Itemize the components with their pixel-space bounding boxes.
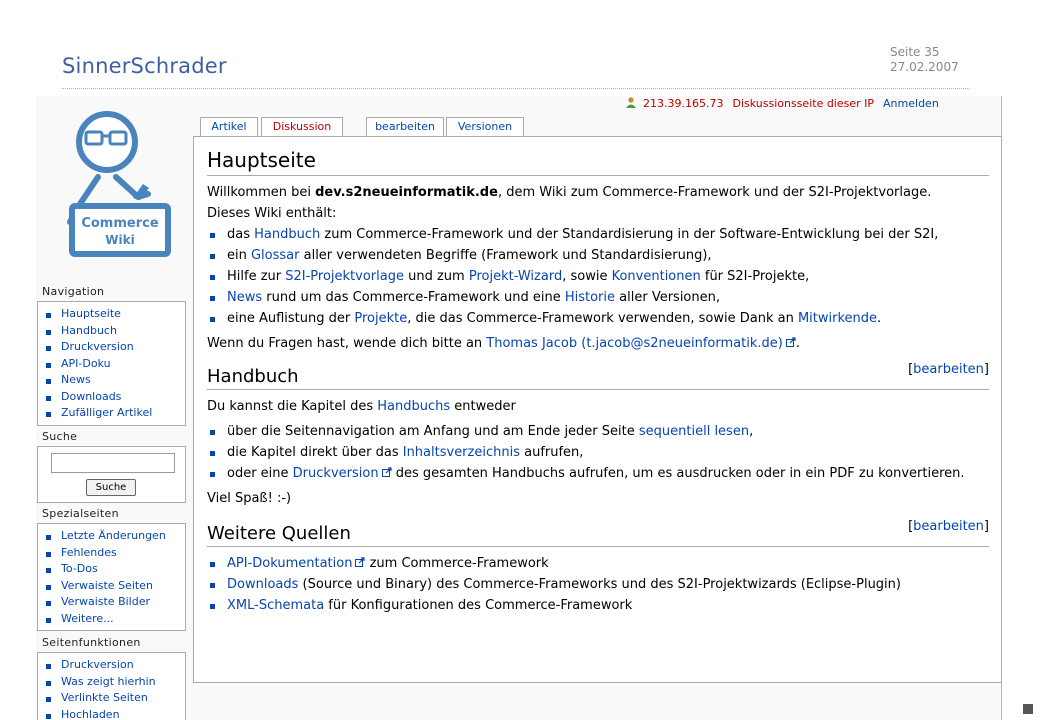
- link-druckversion[interactable]: Druckversion: [292, 466, 379, 481]
- list-item: Hilfe zur S2I-Projektvorlage und zum Projekt-Wizard, sowie Konventionen für S2I-Projekte,: [207, 266, 989, 287]
- header-divider: [62, 88, 970, 89]
- nav-item-downloads[interactable]: Downloads: [38, 389, 185, 406]
- nav-item-news[interactable]: News: [38, 372, 185, 389]
- tab-edit[interactable]: bearbeiten: [366, 117, 444, 136]
- link-handbuch[interactable]: Handbuch: [254, 227, 321, 242]
- search-heading: Suche: [42, 430, 78, 443]
- link-projekte[interactable]: Projekte: [354, 311, 408, 326]
- list-item: Downloads (Source und Binary) des Commerce-Frameworks und des S2I-Projektwizards (Eclipse-Plugin): [207, 574, 989, 595]
- navigation-heading: Navigation: [42, 285, 105, 298]
- link-sequentiell-lesen[interactable]: sequentiell lesen: [638, 424, 750, 439]
- wiki-domain: dev.s2neueinformatik.de: [315, 185, 498, 200]
- list-item: News rund um das Commerce-Framework und eine Historie aller Versionen,: [207, 287, 989, 308]
- link-glossar[interactable]: Glossar: [250, 248, 300, 263]
- special-pages-portlet: [36, 507, 186, 631]
- tab-article[interactable]: Artikel: [200, 117, 258, 137]
- special-pages-heading: Spezialseiten: [42, 507, 119, 520]
- tab-discussion[interactable]: Diskussion: [261, 117, 343, 136]
- logo-text-line-1: Commerce: [81, 216, 159, 231]
- commerce-wiki-logo[interactable]: [48, 102, 188, 262]
- list-item: eine Auflistung der Projekte, die das Commerce-Framework verwenden, sowie Dank an Mitwirkende.: [207, 308, 989, 329]
- nav-item-druckversion[interactable]: Druckversion: [38, 339, 185, 356]
- tools-item-print[interactable]: Druckversion: [38, 657, 185, 674]
- slide-page-number: Seite 35: [890, 45, 940, 59]
- external-link-icon: [382, 467, 392, 477]
- link-handbuchs[interactable]: Handbuchs: [377, 399, 451, 414]
- contents-list: [207, 224, 989, 329]
- section-heading-quellen: Weitere Quellen [bearbeiten]: [207, 521, 989, 547]
- link-contact-email[interactable]: Thomas Jacob (t.jacob@s2neueinformatik.de): [486, 336, 783, 351]
- search-portlet: [36, 430, 186, 503]
- contact-paragraph: Wenn du Fragen hast, wende dich bitte an Thomas Jacob (t.jacob@s2neueinformatik.de) .: [207, 336, 800, 351]
- link-mitwirkende[interactable]: Mitwirkende: [797, 311, 878, 326]
- link-inhaltsverzeichnis[interactable]: Inhaltsverzeichnis: [402, 445, 520, 460]
- special-item-recent-changes[interactable]: Letzte Änderungen: [38, 528, 185, 545]
- tools-item-upload[interactable]: Hochladen: [38, 707, 185, 720]
- special-item-todos[interactable]: To-Dos: [38, 561, 185, 578]
- ip-link[interactable]: 213.39.165.73: [643, 97, 724, 110]
- list-item: XML-Schemata für Konfigurationen des Commerce-Framework: [207, 595, 989, 616]
- content-area: [193, 136, 1002, 683]
- nav-item-hauptseite[interactable]: Hauptseite: [38, 306, 185, 323]
- page-title: Hauptseite: [207, 143, 989, 176]
- special-item-orphaned-pages[interactable]: Verwaiste Seiten: [38, 578, 185, 595]
- list-item: die Kapitel direkt über das Inhaltsverzeichnis aufrufen,: [207, 442, 989, 463]
- link-xml-schemata[interactable]: XML-Schemata: [227, 598, 325, 613]
- list-item: über die Seitennavigation am Anfang und am Ende jeder Seite sequentiell lesen,: [207, 421, 989, 442]
- search-button[interactable]: Suche: [86, 479, 136, 496]
- link-projekt-wizard[interactable]: Projekt-Wizard: [468, 269, 563, 284]
- link-konventionen[interactable]: Konventionen: [611, 269, 701, 284]
- search-input[interactable]: [51, 453, 175, 473]
- tools-item-what-links-here[interactable]: Was zeigt hierhin: [38, 674, 185, 691]
- link-historie[interactable]: Historie: [564, 290, 616, 305]
- handbuch-intro: Du kannst die Kapitel des Handbuchs entweder: [207, 399, 516, 414]
- handbuch-list: [207, 421, 989, 484]
- corner-marker: [1023, 704, 1033, 714]
- link-projektvorlage[interactable]: S2I-Projektvorlage: [285, 269, 404, 284]
- external-link-icon: [786, 337, 796, 347]
- wiki-screenshot: [36, 96, 1002, 720]
- edit-section-handbuch[interactable]: [bearbeiten]: [908, 362, 989, 377]
- external-link-icon: [355, 557, 365, 567]
- link-downloads[interactable]: Downloads: [227, 577, 299, 592]
- list-item: API-Dokumentation zum Commerce-Framework: [207, 553, 989, 574]
- tab-history[interactable]: Versionen: [446, 117, 524, 136]
- tools-item-related-changes[interactable]: Verlinkte Seiten: [38, 690, 185, 707]
- list-item: oder eine Druckversion des gesamten Handbuchs aufrufen, um es ausdrucken oder in ein PDF zu konvertieren.: [207, 463, 989, 484]
- slide-date: 27.02.2007: [890, 60, 959, 74]
- page-tools-portlet: [36, 636, 186, 720]
- nav-item-handbuch[interactable]: Handbuch: [38, 323, 185, 340]
- page-tools-heading: Seitenfunktionen: [42, 636, 141, 649]
- list-item: das Handbuch zum Commerce-Framework und der Standardisierung in der Software-Entwicklung bei der S2I,: [207, 224, 989, 245]
- special-item-more[interactable]: Weitere...: [38, 611, 185, 628]
- user-icon: [625, 97, 637, 108]
- logo-text-line-2: Wiki: [105, 233, 135, 247]
- intro-paragraph: Willkommen bei dev.s2neueinformatik.de, dem Wiki zum Commerce-Framework und der S2I-Projektvorlage.: [207, 185, 932, 200]
- contents-intro: Dieses Wiki enthält:: [207, 206, 337, 221]
- personal-tools: [625, 97, 948, 110]
- nav-item-random-article[interactable]: Zufälliger Artikel: [38, 405, 185, 422]
- ip-talk-link[interactable]: Diskussionsseite dieser IP: [732, 97, 875, 110]
- navigation-portlet: [36, 285, 186, 426]
- closing-text: Viel Spaß! :-): [207, 491, 292, 506]
- edit-section-quellen[interactable]: [bearbeiten]: [908, 519, 989, 534]
- login-link[interactable]: Anmelden: [883, 97, 939, 110]
- special-item-missing[interactable]: Fehlendes: [38, 545, 185, 562]
- list-item: ein Glossar aller verwendeten Begriffe (Framework und Standardisierung),: [207, 245, 989, 266]
- sources-list: [207, 553, 989, 616]
- brand-name: SinnerSchrader: [62, 54, 227, 78]
- nav-item-api-doku[interactable]: API-Doku: [38, 356, 185, 373]
- link-api-dokumentation[interactable]: API-Dokumentation: [227, 556, 353, 571]
- special-item-orphaned-images[interactable]: Verwaiste Bilder: [38, 594, 185, 611]
- link-news[interactable]: News: [227, 290, 263, 305]
- slide-page-info: [890, 45, 959, 75]
- section-heading-handbuch: Handbuch [bearbeiten]: [207, 364, 989, 390]
